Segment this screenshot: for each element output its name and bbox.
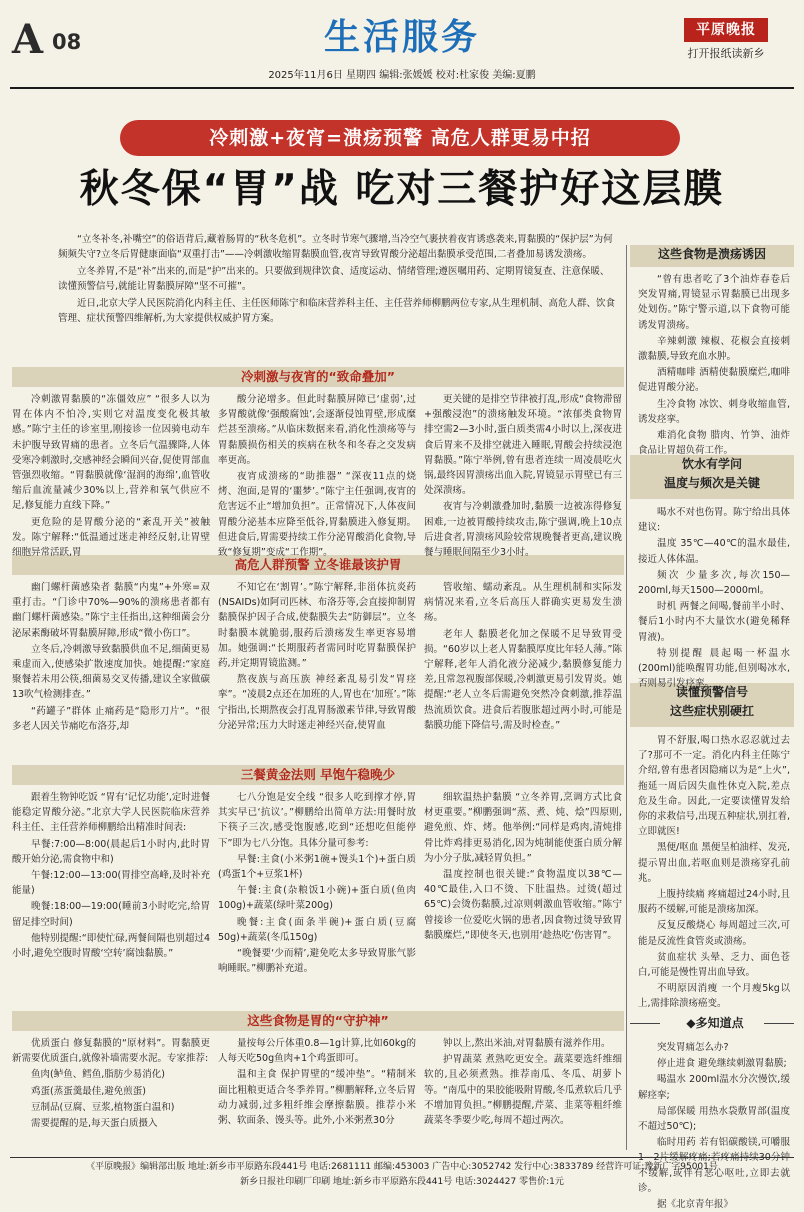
logo-slogan: 打开报纸读新乡 [687,47,765,60]
sidebar-paragraph: 据《北京青年报》 [657,1199,734,1211]
sidebar-paragraph: 临时用药 若有铝碳酸镁,可嚼服 不缓解,或伴有恶心呕吐,立即去就诊。 [638,1137,790,1194]
sidebar-heading-2: 饮水有学问 温度与频次是关键 [630,455,794,499]
column-divider [626,245,627,1150]
sidebar-paragraph: 局部保暖 用热水袋敷胃部(温度不超过50℃); [638,1105,790,1133]
article-column [12,790,210,1006]
sidebar-paragraph: 上腹持续痛 疼痛超过24小时,且服药不缓解,可能是溃疡加深。 [638,889,790,916]
body-paragraph: 七八分饱是安全线 “很多人吃到撑才停,胃其实早已‘抗议’。”柳鹏给出简单方法:用餐时放下筷子三次,感受饱腹感,吃到“还想吃但能停下”即为七八分饱。具体分量可参考: [218,792,416,849]
body-paragraph: 夜宵成溃疡的“助推器” “深夜11点的烧烤、泡面,是胃的‘噩梦’。”陈宁主任强调,夜宵的危害远不止“增加负担”。正常情况下,人体夜间胃酸分泌基本应降至低谷,胃黏膜进入修复期。但进食后,胃需要持续工作分泌胃酸消化食物,导致“修复期”变成“工作期”。 [218,471,416,559]
sidebar-paragraph: “曾有患者吃了3个油炸春卷后突发胃痛,胃镜显示胃黏膜已出现多处划伤。”陈宁警示道,以下食物可能诱发胃溃疡。 [638,274,790,331]
sidebar-heading-1: 这些食物是溃疡诱因 [630,245,794,267]
body-paragraph: 晚餐:主食(面条半碗)+蛋白质(豆腐50g)+蔬菜(冬瓜150g) [218,916,416,943]
lead-p3: 近日,北京大学人民医院消化内科主任、主任医师陈宁和临床营养科主任、主任营养师柳鹏两位专家,从生理机制、高危人群、饮食管理、症状预警四维解析,为大家提供权威护胃方案。 [58,298,616,324]
body-paragraph: 早餐:主食(小米粥1碗+馒头1个)+蛋白质(鸡蛋1个+豆浆1杯) [218,853,416,881]
body-paragraph: 豆制品(豆腐、豆浆,植物蛋白温和) [31,1101,175,1113]
lead-paragraph [58,232,618,350]
body-paragraph: 午餐:12:00—13:00(胃排空高峰,及时补充能量) [12,870,210,897]
section-heading-4: 这些食物是胃的“守护神” [12,1011,624,1031]
sidebar-heading-4-text: 多知道点 [695,1016,744,1030]
body-paragraph: 温度控制也很关键:“食物温度以38℃—40℃最佳,入口不烫、下肚温热。过烫(超过65℃)会烫伤黏膜,过凉则刺激血管收缩。”陈宁曾接诊一位爱吃火锅的患者,因食物过烫导致胃黏膜糜烂,“即使冬天,也别用‘趁热吃’伤害胃”。 [424,869,622,941]
body-paragraph: 晚餐:18:00—19:00(睡前3小时吃完,给胃留足排空时间) [12,901,210,928]
body-paragraph: 午餐:主食(杂粮饭1小碗)+蛋白质(鱼肉100g)+蔬菜(绿叶菜200g) [218,885,416,912]
sidebar-paragraph: 频次 少量多次,每次150—200ml,每天1500—2000ml。 [638,569,790,597]
sidebar-paragraph: 酒精咖啡 酒精使黏膜糜烂,咖啡促进胃酸分泌。 [638,367,790,394]
body-paragraph: 更危险的是胃酸分泌的“紊乱开关”被触发。陈宁解释:“低温通过迷走神经反射,让胃壁细胞异常活跃,胃 [12,516,210,559]
sidebar-paragraph: 时机 两餐之间喝,餐前半小时、餐后1小时内不大量饮水(避免稀释胃液)。 [638,601,790,643]
article-column [218,580,416,760]
body-paragraph: 需要提醒的是,每天蛋白质摄入 [31,1118,158,1130]
body-paragraph: “晚餐要‘少而精’,避免吃太多导致胃胀气影响睡眠。”柳鹏补充道。 [218,948,416,975]
sidebar-paragraph: 胃不舒服,喝口热水忍忍就过去了?那可不一定。消化内科主任陈宁介绍,曾有患者因隐痛以为是“上火”,拖延一周后因失血性休克入院,差点危及生命。因此,一定要读懂胃发给你的求救信号,出现五种症状,别扛着,立即就医! [638,735,790,838]
sidebar-paragraph: 难消化食物 腊肉、竹笋、油炸食品让胃超负荷工作。 [638,430,790,457]
sidebar-paragraph: 不明原因消瘦 一个月瘦5kg以上,需排除溃疡癌变。 [638,983,790,1010]
body-paragraph: 细软温热护黏膜 “立冬养胃,烹调方式比食材更重要。”柳鹏强调“蒸、煮、炖、烩”四原则,避免煎、炸、烤。他举例:“同样是鸡肉,清炖排骨比炸鸡排更易消化,因为炖制能使蛋白质分解为小分子肽,减轻胃负担。” [424,792,622,864]
body-paragraph: 酸分泌增多。但此时黏膜屏障已‘虚弱’,过多胃酸就像‘强酸腐蚀’,会逐渐侵蚀胃壁,形成糜烂甚至溃疡。”从临床数据来看,消化性溃疡等与胃黏膜损伤相关的疾病在秋冬和冬春之交发病率更高。 [218,394,416,466]
newspaper-logo: 平原晚报 [684,18,768,42]
article-column [424,580,622,760]
article-column [12,392,210,559]
body-paragraph: 量按每公斤体重0.8—1g计算,比如60kg的人每天吃50g鱼肉+1个鸡蛋即可。 [218,1038,416,1065]
body-paragraph: 立冬后,冷刺激导致黏膜供血不足,细菌更易乘虚而入,使感染扩散速度加快。她提醒:“家庭聚餐若未用公筷,细菌易交叉传播,建议全家做碳13吹气检测排查。” [12,643,210,701]
footer-rule [10,1157,794,1158]
section-heading-2: 高危人群预警 立冬谁最该护胃 [12,555,624,575]
lead-p1: “立冬补冬,补嘴空”的俗语背后,藏着肠胃的“秋冬危机”。立冬时节寒气骤增,当冷空气裹挟着夜宵诱惑袭来,胃黏膜的“保护层”为何频频失守?立冬后胃健康面临“双重打击”——冷刺激收缩胃黏膜血管,夜宵导致胃酸分泌超出黏膜承受范围,二者叠加易诱发溃疡。 [58,234,613,260]
body-paragraph: 不知它在‘割胃’。”陈宁解释,非甾体抗炎药(NSAIDs)如阿司匹林、布洛芬等,会直接抑制胃黏膜保护因子合成,使黏膜失去“防御层”。立冬时黏膜本就脆弱,服药后溃疡发生率更容易增加。她强调:“长期服药者需同时吃胃黏膜保护药,并定期胃镜监测。” [218,582,416,670]
sidebar-box [638,733,790,1010]
sidebar-paragraph: 突发胃痛怎么办? [657,1042,729,1053]
body-paragraph: 冷刺激胃黏膜的“冻僵效应” “很多人以为胃在体内不怕冷,实则它对温度变化极其敏感。”陈宁主任的诊室里,刚接诊一位因骑电动车未护腹导致胃痛的患者。立冬后气温骤降,人体受寒冷刺激时,交感神经会瞬间兴奋,促使胃部血管强烈收缩。“胃黏膜就像‘湿润的海绵’,血管收缩后血流量减少30%以上,营养和氧气供应不足,修复能力直线下降。” [12,394,210,512]
article-column [12,1036,210,1152]
body-paragraph: 熬夜族与高压族 神经紊乱易引发“胃痉挛”。“凌晨2点还在加班的人,胃也在‘加班’。”陈宁指出,长期熬夜会打乱胃肠激素节律,导致胃酸分泌异常;压力大时迷走神经兴奋,使胃血 [218,674,416,731]
sidebar-paragraph: 贫血症状 头晕、乏力、面色苍白,可能是慢性胃出血导致。 [638,951,790,979]
page-number: 08 [52,30,82,54]
body-paragraph: 温和主食 保护胃壁的“缓冲垫”。“精制米面比粗粮更适合冬季养胃。”柳鹏解释,立冬后胃动力减弱,过多粗纤维会摩擦黏膜。推荐小米粥、软面条、馒头等。此外,小米粥煮30分 [218,1069,416,1127]
body-paragraph: 夜宵与冷刺激叠加时,黏膜一边被冻得修复困难,一边被胃酸持续攻击,陈宁强调,晚上10点后进食者,胃溃疡风险较常规晚餐者更高,建议晚餐与睡眠间隔至少3小时。 [424,501,622,559]
sidebar-box [638,272,790,457]
sidebar-paragraph: 辛辣刺激 辣椒、花椒会直接刺激黏膜,导致充血水肿。 [638,335,790,363]
page-letter: A [12,16,44,63]
body-paragraph: 更关键的是排空节律被打乱,形成“食物滞留+强酸浸泡”的溃疡触发环境。“浓郁类食物胃排空需2—3小时,蛋白质类需4小时以上,深夜进食后胃来不及排空就进入睡眠,胃酸会持续浸泡胃黏膜。”陈宁举例,曾有患者连续一周凌晨吃火锅,最终因胃溃疡出血入院,胃镜显示胃壁已有三处深溃疡。 [424,394,622,497]
sidebar-box [638,1040,790,1211]
dateline: 2025年11月6日 星期四 编辑:张媛媛 校对:杜家俊 美编:夏鹏 [268,70,536,81]
section-title: 生活服务 [323,17,480,58]
section-heading-1: 冷刺激与夜宵的“致命叠加” [12,367,624,387]
header-rule [10,87,794,89]
body-paragraph: “药罐子”群体 止痛药是“隐形刀片”。“很多老人因关节痛吃布洛芬,却 [12,705,210,732]
lead-p2: 立冬养胃,不是“补”出来的,而是“护”出来的。只要做到规律饮食、适度运动、情绪管理;遵医嘱用药、定期胃镜复查、注意保暖、读懂预警信号,就能让胃黏膜屏障“坚不可摧”。 [58,266,610,292]
body-paragraph: 钟以上,熬出米油,对胃黏膜有滋养作用。 [443,1038,611,1049]
sidebar-box [638,505,791,690]
article-column [218,392,416,559]
article-column [424,392,622,559]
sidebar-heading-4 [650,1014,780,1034]
section-heading-3: 三餐黄金法则 早饱午稳晚少 [12,765,624,785]
footer-line-2: 新乡日报社印刷厂印刷 地址:新乡市平原路东段441号 电话:3024427 零售价:1元 [240,1177,564,1187]
article-column [218,1036,416,1152]
sidebar-paragraph: 特别提醒 晨起喝一杯温水(200ml)能唤醒胃功能,但别喝冰水,否则易引发痉挛。 [638,647,790,690]
body-paragraph: 优质蛋白 修复黏膜的“原材料”。胃黏膜更新需要优质蛋白,就像补墙需要水泥。专家推荐: [12,1038,210,1065]
diamond-icon: ◆ [686,1016,696,1030]
article-column [12,580,210,760]
footer [10,1160,794,1190]
body-paragraph: 护胃蔬菜 煮熟吃更安全。蔬菜要选纤维细软的,且必须煮熟。推荐南瓜、冬瓜、胡萝卜等。“南瓜中的果胶能吸附胃酸,冬瓜煮软后几乎不增加胃负担。”柳鹏提醒,芹菜、韭菜等粗纤维蔬菜冬季要少吃,每周不超过两次。 [424,1054,622,1127]
article-column [424,790,622,1006]
body-paragraph: 跟着生物钟吃饭 “胃有‘记忆功能’,定时进餐能稳定胃酸分泌。”北京大学人民医院临床营养科主任、主任营养师柳鹏给出精准时间表: [12,792,210,834]
sidebar-paragraph: 温度 35℃—40℃的温水最佳,接近人体体温。 [638,538,790,565]
body-paragraph: 鱼肉(鲈鱼、鳕鱼,脂肪少易消化) [31,1069,165,1081]
body-paragraph: 管收缩、蠕动紊乱。从生理机制和实际发病情况来看,立冬后高压人群确实更易发生溃疡。 [424,582,622,624]
footer-line-1: 《平原晚报》编辑部出版 地址:新乡市平原路东段441号 电话:2681111 邮编:453003 广告中心:3052742 发行中心:3833789 经营许可证:豫新广字95001号 [86,1162,718,1172]
body-paragraph: 鸡蛋(蒸蛋羹最佳,避免煎蛋) [31,1085,146,1097]
body-paragraph: 老年人 黏膜老化加之保暖不足导致胃受损。“60岁以上老人胃黏膜厚度比年轻人薄。”陈宁解释,老年人消化液分泌减少,黏膜修复能力差,且常忽视腹部保暖,冷刺激更易引发胃炎。她提醒:“老人立冬后需避免突然冷食刺激,推荐温热流质饮食。进食后若腹胀超过两小时,可能是黏膜功能下降信号,需及时检查。” [424,628,622,731]
article-column [218,790,416,1006]
subtitle-banner: 冷刺激+夜宵=溃疡预警 高危人群更易中招 [120,120,680,156]
headline: 秋冬保“胃”战 吃对三餐护好这层膜 [79,167,725,212]
sidebar-paragraph: 黑便/呕血 黑便呈柏油样、发亮,提示胃出血,若呕血则是溃疡穿孔前兆。 [638,842,790,884]
body-paragraph: 早餐:7:00—8:00(晨起后1小时内,此时胃酸开始分泌,需食物中和) [12,838,210,865]
article-column [424,1036,622,1152]
sidebar-paragraph: 喝水不对也伤胃。陈宁给出具体建议: [638,507,791,534]
sidebar-paragraph: 生冷食物 冰饮、刺身收缩血管,诱发痉挛。 [638,398,790,425]
sidebar-heading-3: 读懂预警信号 这些症状别硬扛 [630,683,794,727]
body-paragraph: 幽门螺杆菌感染者 黏膜“内鬼”+外寒=双重打击。“门诊中70%—90%的溃疡患者都有幽门螺杆菌感染。”陈宁主任指出,这种细菌会分泌尿素酶破坏胃黏膜屏障,形成“微小伤口”。 [12,582,210,639]
sidebar-paragraph: 反复反酸烧心 每周超过三次,可能是反流性食管炎或溃疡。 [638,920,790,947]
sidebar-paragraph: 停止进食 避免继续刺激胃黏膜; [657,1058,787,1070]
sidebar-paragraph: 喝温水 200ml温水分次慢饮,缓解痉挛; [638,1074,790,1101]
body-paragraph: 他特别提醒:“即使忙碌,两餐间隔也别超过4小时,避免空腹时胃酸‘空转’腐蚀黏膜。” [12,932,210,960]
